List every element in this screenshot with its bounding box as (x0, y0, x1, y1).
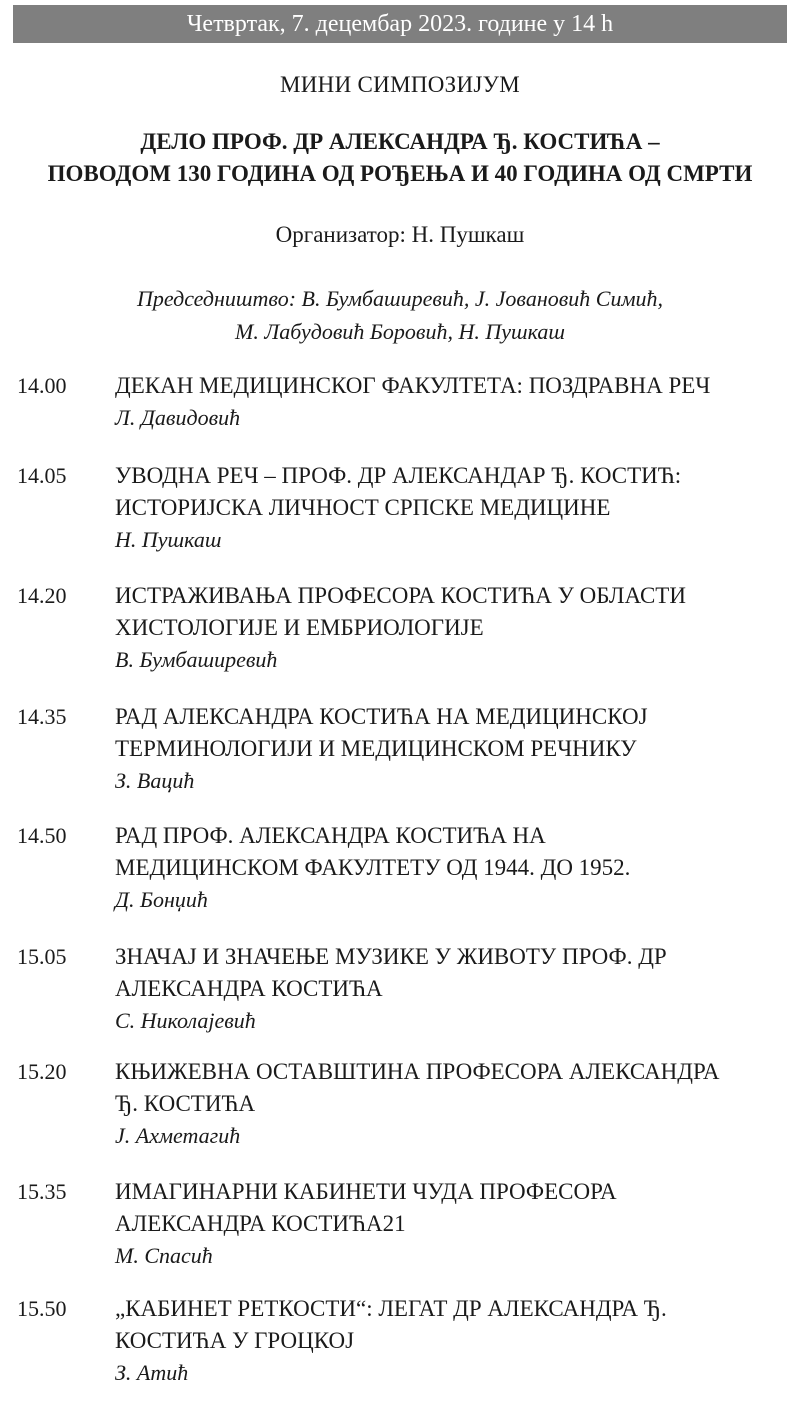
organizer: Организатор: Н. Пушкаш (275, 222, 525, 247)
presidium-line: М. Лабудовић Боровић, Н. Пушкаш (235, 319, 565, 344)
event-title (0, 126, 800, 190)
program-time: 15.20 (17, 1059, 67, 1084)
program-title-line: „КАБИНЕТ РЕТКОСТИ“: ЛЕГАТ ДР АЛЕКСАНДРА Ђ. (115, 1296, 667, 1321)
program-title-line: Ђ. КОСТИЋА (115, 1091, 256, 1116)
program-time: 15.05 (17, 944, 67, 969)
program-speaker: З. Вацић (115, 768, 195, 793)
presidium-line: Председништво: В. Бумбаширевић, Ј. Јовановић Симић, (136, 286, 664, 311)
program-speaker: М. Спасић (115, 1243, 213, 1268)
program-time: 15.50 (17, 1296, 67, 1321)
program-title-line: КОСТИЋА У ГРОЦКОЈ (115, 1328, 355, 1353)
program-title (115, 580, 785, 644)
event-title-line: ДЕЛО ПРОФ. ДР АЛЕКСАНДРА Ђ. КОСТИЋА – (140, 129, 660, 154)
program-time: 14.00 (17, 373, 67, 398)
event-title-line: ПОВОДОМ 130 ГОДИНА ОД РОЂЕЊА И 40 ГОДИНА ОД СМРТИ (47, 161, 753, 186)
program-title (115, 1293, 785, 1357)
program-time: 14.05 (17, 463, 67, 488)
program-title (115, 820, 785, 884)
event-subtitle: МИНИ СИМПОЗИЈУМ (280, 72, 520, 97)
program-title-line: ТЕРМИНОЛОГИЈИ И МЕДИЦИНСКОМ РЕЧНИКУ (115, 736, 637, 761)
program-speaker: Д. Бонџић (115, 887, 208, 912)
program-title-line: УВОДНА РЕЧ – ПРОФ. ДР АЛЕКСАНДАР Ђ. КОСТИЋ: (115, 463, 682, 488)
program-title-line: АЛЕКСАНДРА КОСТИЋА21 (115, 1211, 406, 1236)
program-title-line: МЕДИЦИНСКОМ ФАКУЛТЕТУ ОД 1944. ДО 1952. (115, 855, 631, 880)
program-speaker: Н. Пушкаш (115, 527, 222, 552)
program-title-line: ИМАГИНАРНИ КАБИНЕТИ ЧУДА ПРОФЕСОРА (115, 1179, 617, 1204)
program-time: 15.35 (17, 1179, 67, 1204)
program-title (115, 701, 785, 765)
program-title-line: АЛЕКСАНДРА КОСТИЋА (115, 976, 383, 1001)
program-title-line: КЊИЖЕВНА ОСТАВШТИНА ПРОФЕСОРА АЛЕКСАНДРА (115, 1059, 720, 1084)
program-speaker: З. Атић (115, 1360, 189, 1385)
program-title-line: РАД ПРОФ. АЛЕКСАНДРА КОСТИЋА НА (115, 823, 546, 848)
program-title-line: ДЕКАН МЕДИЦИНСКОГ ФАКУЛТЕТА: ПОЗДРАВНА РЕЧ (115, 373, 711, 398)
program-title-line: ХИСТОЛОГИЈЕ И ЕМБРИОЛОГИЈЕ (115, 615, 484, 640)
program-title (115, 941, 785, 1005)
presidium (0, 282, 800, 348)
program-speaker: В. Бумбаширевић (115, 647, 278, 672)
program-title-line: ЗНАЧАЈ И ЗНАЧЕЊЕ МУЗИКЕ У ЖИВОТУ ПРОФ. ДР (115, 944, 667, 969)
program-time: 14.50 (17, 823, 67, 848)
program-title (115, 1176, 785, 1240)
program-speaker: С. Николајевић (115, 1008, 256, 1033)
program-title-line: ИСТРАЖИВАЊА ПРОФЕСОРА КОСТИЋА У ОБЛАСТИ (115, 583, 686, 608)
program-title-line: РАД АЛЕКСАНДРА КОСТИЋА НА МЕДИЦИНСКОЈ (115, 704, 648, 729)
program-title (115, 1056, 785, 1120)
program-speaker: Ј. Ахметагић (115, 1123, 241, 1148)
program-title (115, 460, 785, 524)
program-title (115, 370, 785, 402)
date-header: Четвртак, 7. децембар 2023. године у 14 h (13, 5, 787, 43)
program-title-line: ИСТОРИЈСКА ЛИЧНОСТ СРПСКЕ МЕДИЦИНЕ (115, 495, 611, 520)
program-speaker: Л. Давидовић (115, 405, 241, 430)
program-time: 14.20 (17, 583, 67, 608)
program-time: 14.35 (17, 704, 67, 729)
